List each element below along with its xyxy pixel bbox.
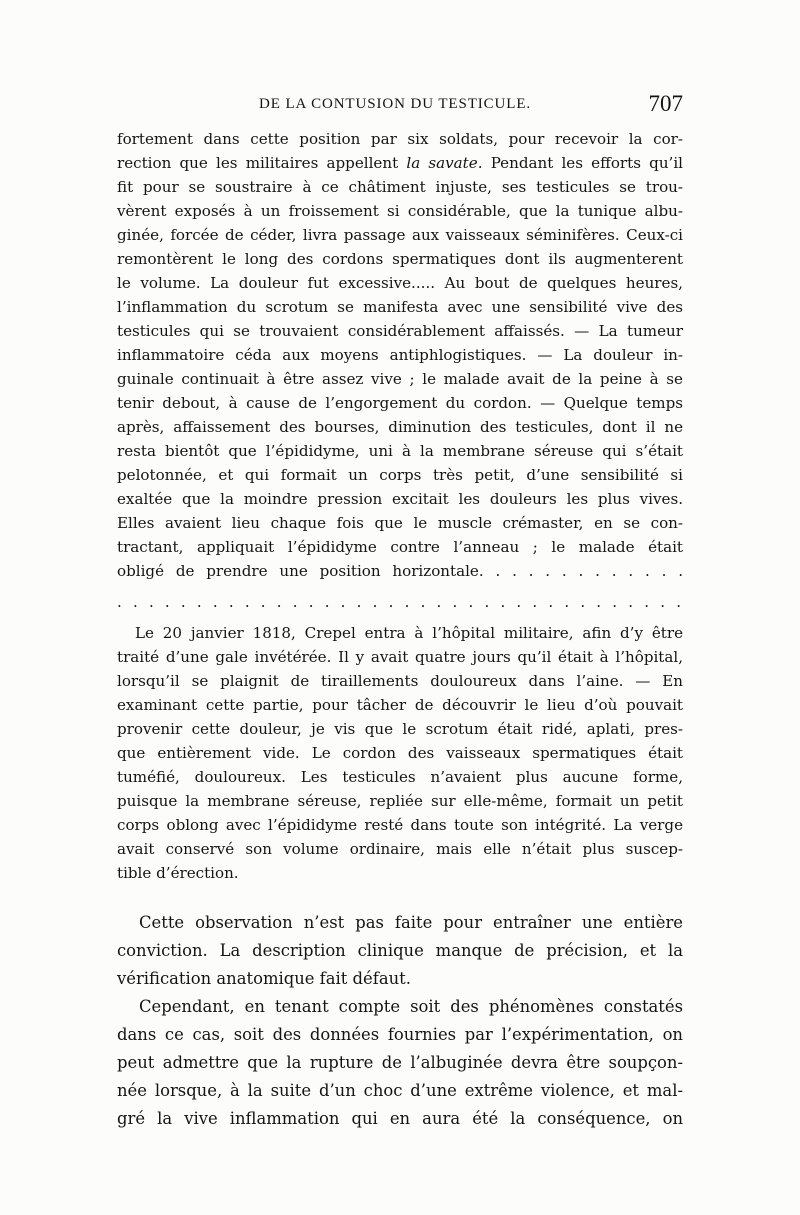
body-line: dans ce cas, soit des données fournies par l’expérimentation, on: [117, 1025, 683, 1044]
quote-line: testicules qui se trouvaient considérablement affaissés. — La tumeur: [117, 322, 683, 340]
case-line: corps oblong avec l’épididyme resté dans toute son intégrité. La verge: [117, 816, 683, 834]
body-line: conviction. La description clinique manque de précision, et la: [117, 941, 683, 960]
quote-line: fit pour se soustraire à ce châtiment injuste, ses testicules se trou-: [117, 178, 683, 196]
quote-line: Elles avaient lieu chaque fois que le muscle crémaster, en se con-: [117, 514, 683, 532]
quote-line: vèrent exposés à un froissement si considérable, que la tunique albu-: [117, 202, 683, 220]
quote-line: exaltée que la moindre pression excitait les douleurs les plus vives.: [117, 490, 683, 508]
quote-line-start: rection que les militaires appellent: [117, 154, 407, 172]
case-line: examinant cette partie, pour tâcher de découvrir le lieu d’où pouvait: [117, 696, 683, 714]
case-line: que entièrement vide. Le cordon des vaisseaux spermatiques était: [117, 744, 683, 762]
body-line: peut admettre que la rupture de l’albuginée devra être soupçon-: [117, 1053, 683, 1072]
case-line: provenir cette douleur, je vis que le scrotum était ridé, aplati, pres-: [117, 720, 683, 738]
body-line: Cependant, en tenant compte soit des phénomènes constatés: [139, 997, 683, 1016]
case-line: lorsqu’il se plaignit de tiraillements douloureux dans l’aine. — En: [117, 672, 683, 690]
quote-line-end: . Pendant les efforts qu’il: [477, 154, 683, 172]
case-line: puisque la membrane séreuse, repliée sur elle-même, formait un petit: [117, 792, 683, 810]
quote-line: inflammatoire céda aux moyens antiphlogistiques. — La douleur in-: [117, 346, 683, 364]
quote-line: le volume. La douleur fut excessive..... Au bout de quelques heures,: [117, 274, 683, 292]
quote-line: ginée, forcée de céder, livra passage aux vaisseaux séminifères. Ceux-ci: [117, 226, 683, 244]
ellipsis-line: . . . . . . . . . . . . . . . . . . . . . . . . . . . . . . . . . . . .: [117, 593, 683, 611]
body-line: vérification anatomique fait défaut.: [117, 969, 411, 988]
quote-line: tractant, appliquait l’épididyme contre l’anneau ; le malade était: [117, 538, 683, 556]
quote-line: tenir debout, à cause de l’engorgement du cordon. — Quelque temps: [117, 394, 683, 412]
quote-line: après, affaissement des bourses, diminution des testicules, dont il ne: [117, 418, 683, 436]
page-number: 707: [648, 91, 683, 116]
running-title: DE LA CONTUSION DU TESTICULE.: [259, 96, 532, 112]
quote-line: guinale continuait à être assez vive ; le malade avait de la peine à se: [117, 370, 683, 388]
running-head: [117, 91, 683, 120]
case-line: traité d’une gale invétérée. Il y avait quatre jours qu’il était à l’hôpital,: [117, 648, 683, 666]
quote-line: obligé de prendre une position horizontale. . . . . . . . . . . . .: [117, 562, 683, 580]
quote-line: resta bientôt que l’épididyme, uni à la membrane séreuse qui s’était: [117, 442, 683, 460]
body-line: Cette observation n’est pas faite pour entraîner une entière: [139, 913, 683, 932]
case-line: Le 20 janvier 1818, Crepel entra à l’hôpital militaire, afin d’y être: [135, 624, 683, 642]
body-line: gré la vive inflammation qui en aura été la conséquence, on: [117, 1109, 683, 1128]
case-line: tible d’érection.: [117, 864, 239, 882]
body-line: née lorsque, à la suite d’un choc d’une extrême violence, et mal-: [117, 1081, 683, 1100]
case-line: avait conservé son volume ordinaire, mais elle n’était plus suscep-: [117, 840, 683, 858]
quote-line: fortement dans cette position par six soldats, pour recevoir la cor-: [117, 130, 683, 148]
quote-line: remontèrent le long des cordons spermatiques dont ils augmenterent: [117, 250, 683, 268]
quote-line: pelotonnée, et qui formait un corps très petit, d’une sensibilité si: [117, 466, 683, 484]
quote-line: [117, 152, 683, 174]
case-line: tuméfié, douloureux. Les testicules n’avaient plus aucune forme,: [117, 768, 683, 786]
emphasis-savate: la savate: [406, 154, 478, 172]
quote-line: l’inflammation du scrotum se manifesta avec une sensibilité vive des: [117, 298, 683, 316]
